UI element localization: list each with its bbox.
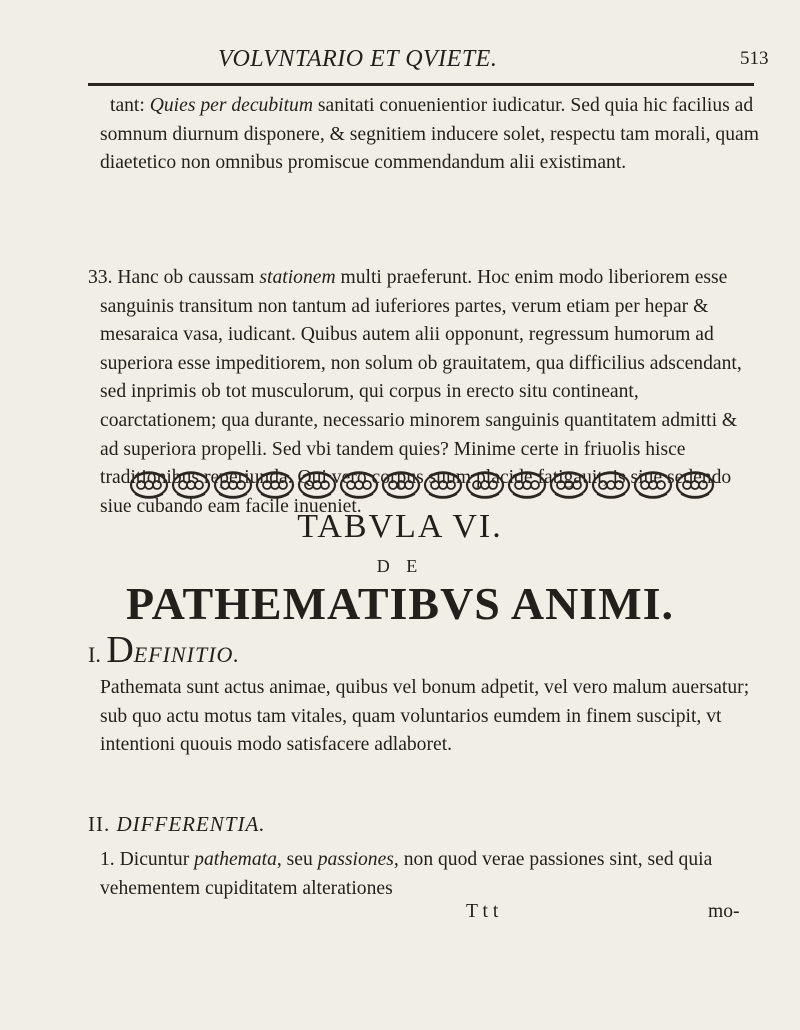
section-1-heading (88, 628, 240, 672)
page-number: 513 (740, 48, 769, 69)
ornament-piece (173, 472, 209, 498)
ornament-piece (677, 472, 713, 498)
paragraph-continuation (100, 92, 760, 178)
paragraph-33-number: 33. (88, 267, 113, 288)
section-2-heading-text: DIFFERENTIA. (116, 812, 266, 836)
section-2-item-number: 1. (100, 849, 115, 870)
running-title: VOLVNTARIO ET QVIETE. (218, 46, 498, 72)
paragraph-1-pre: tant: (110, 95, 150, 116)
ornament-piece (215, 472, 251, 498)
paragraph-33-pre: Hanc ob caussam (112, 267, 260, 288)
running-head (0, 42, 800, 78)
section-2-text (100, 846, 760, 903)
ornament-piece (635, 472, 671, 498)
table-subject: PATHEMATIBVS ANIMI. (125, 578, 675, 629)
table-de: D E (376, 556, 424, 576)
paragraph-33-italic: stationem (259, 267, 336, 288)
catchword: mo- (708, 901, 740, 922)
header-rule (88, 83, 754, 86)
ornament-piece (131, 472, 167, 498)
section-2-italic-1: pathemata (194, 849, 277, 870)
section-2-number: II. (88, 812, 111, 836)
ornament-piece (341, 472, 377, 498)
ornament-piece (467, 472, 503, 498)
signature-mark: T t t (466, 901, 499, 922)
section-2-heading (88, 812, 266, 837)
section-2-post: , non quod verae passiones sint, sed quia vehementem cupiditatem alterationes (100, 849, 713, 899)
printers-ornament-icon (122, 468, 722, 502)
section-1-initial: D (106, 629, 134, 671)
section-2-mid: , seu (276, 849, 318, 870)
paragraph-1-post: sanitati conuenientior iudicatur. Sed quia hic facilius ad somnum diurnum disponere, & segnitiem inducere solet, respectu tam morali, quam diaetetico non omnibus promiscue commendandum alii existimant. (100, 95, 759, 174)
ornament-piece (383, 472, 419, 498)
ornament-piece (593, 472, 629, 498)
section-2-italic-2: passiones (317, 849, 394, 870)
paragraph-33-post: multi praeferunt. Hoc enim modo liberiorem esse sanguinis transitum non tantum ad iuferiores partes, verum etiam per hepar & mesaraica vasa, iudicant. Quibus autem alii opponunt, regressum humorum ad superiora esse impeditiorem, non solum ob grauitatem, qua difficilius adscendant, sed inprimis ob tot musculorum, qui corpus in erecto situ contineant, coarctationem; qua durante, necessario minorem sanguinis quantitatem admitti & ad superiora propelli. Sed vbi tandem quies? Minime certe in friuolis hisce traditionibus reperiunda. Qui vero corpus suum placide fatigauit, is siue sedendo siue cubando eam facile inueniet. (100, 267, 742, 517)
ornament-piece (299, 472, 335, 498)
section-1-heading-rest: EFINITIO. (133, 642, 240, 667)
ornament-piece (425, 472, 461, 498)
section-1-text: Pathemata sunt actus animae, quibus vel bonum adpetit, vel vero malum auersatur; sub quo actu motus tam vitales, quam voluntarios eumdem in finem suscipit, vt intentioni quouis modo satisfacere adlaboret. (100, 677, 750, 756)
table-title: TABVLA VI. (297, 508, 503, 545)
ornament-piece (509, 472, 545, 498)
section-2-pre: Dicuntur (114, 849, 195, 870)
ornament-piece (551, 472, 587, 498)
section-1-number: I. (88, 642, 101, 667)
ornament-piece (257, 472, 293, 498)
paragraph-1-italic: Quies per decubitum (149, 95, 313, 116)
